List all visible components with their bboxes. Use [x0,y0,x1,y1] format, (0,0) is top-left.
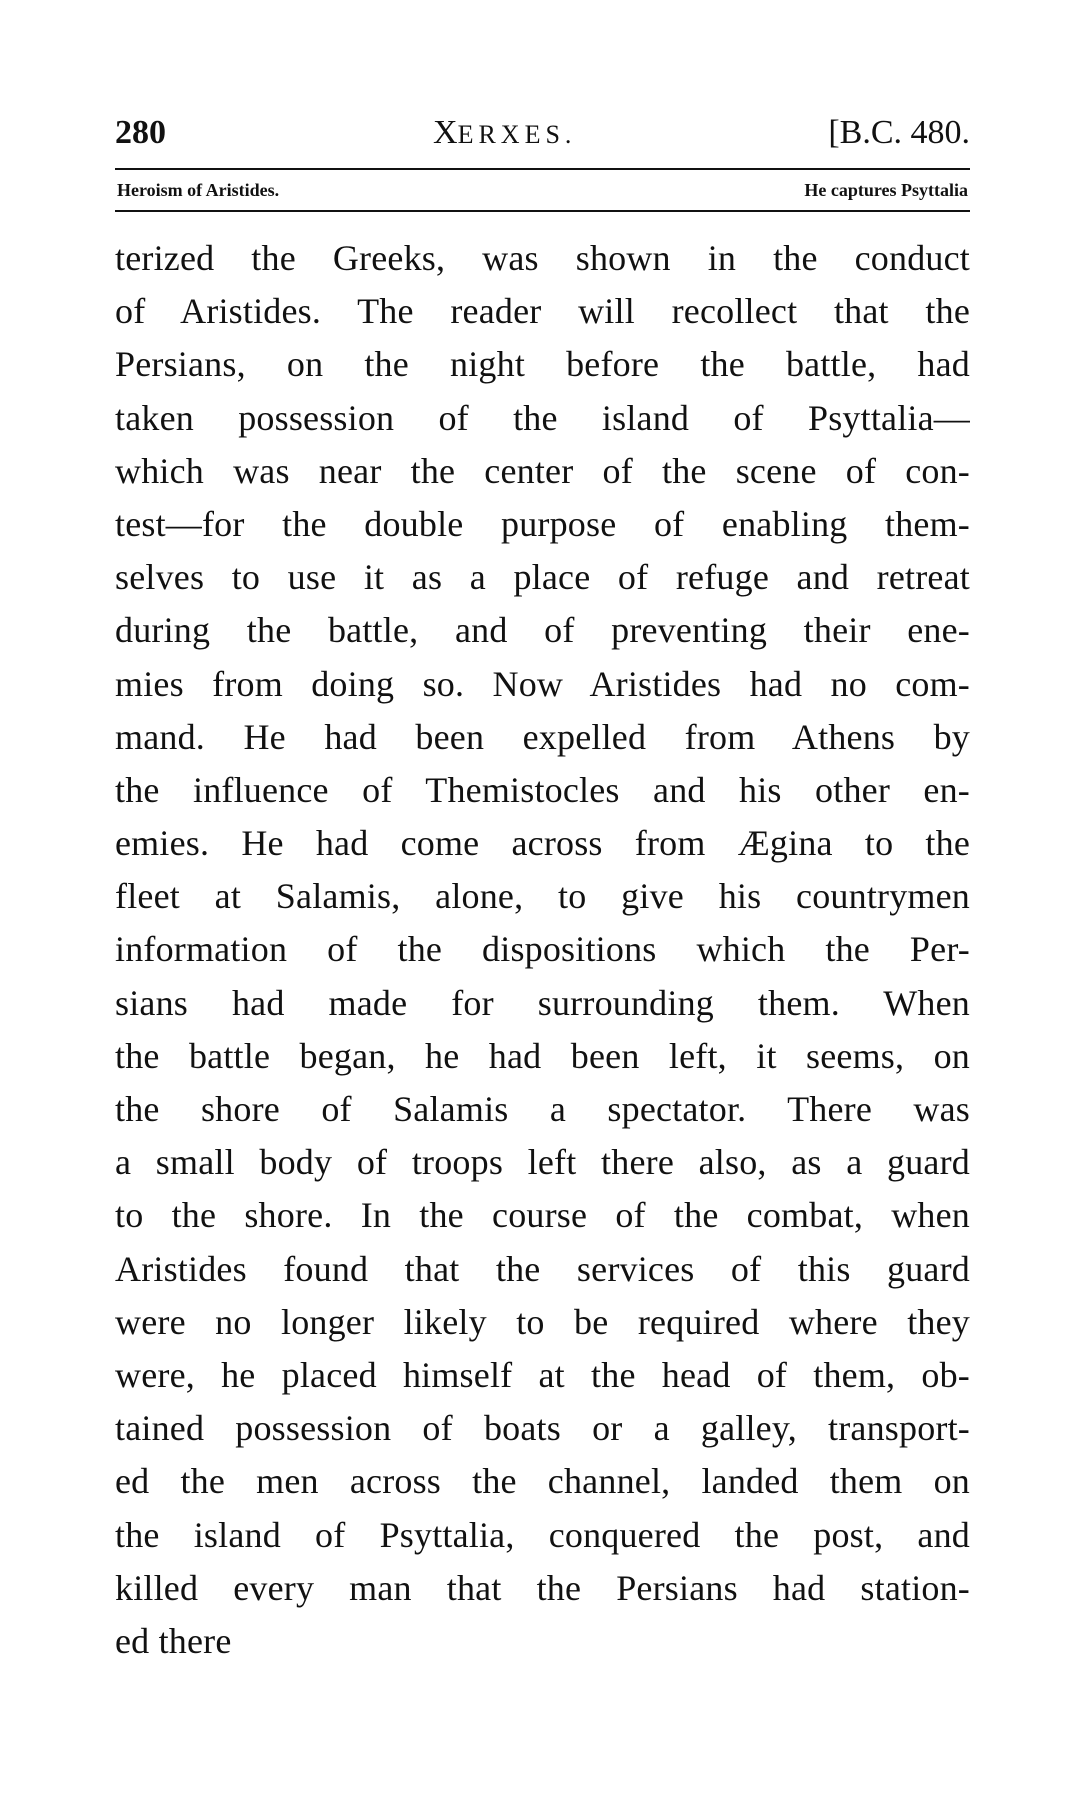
text-line: to the shore. In the course of the combat, when [115,1195,970,1236]
text-line: ed the men across the channel, landed them on [115,1461,970,1502]
marginal-note-right: He captures Psyttalia [804,180,968,200]
running-head [115,100,970,160]
marginal-note-left: Heroism of Aristides. [117,180,280,200]
text-line: a small body of troops left there also, as a guard [115,1142,970,1183]
text-line: the shore of Salamis a spectator. There was [115,1089,970,1129]
running-title-rest: ERXES. [457,120,577,149]
text-line: were no longer likely to be required where they [115,1301,970,1342]
text-line: mand. He had been expelled from Athens by [115,716,970,757]
text-line: the battle began, he had been left, it seems, on [115,1035,970,1076]
text-line: test—for the double purpose of enabling them- [115,503,970,544]
text-line: sians had made for surrounding them. When [115,982,970,1023]
text-line: the influence of Themistocles and his other en- [115,769,970,810]
text-line: terized the Greeks, was shown in the conduct [115,238,970,278]
header-rule-bottom [115,210,970,212]
text-line: mies from doing so. Now Aristides had no com- [115,663,970,704]
text-line: tained possession of boats or a galley, transport- [115,1408,970,1449]
text-line: during the battle, and of preventing their ene- [115,610,970,651]
marginal-notes [115,170,970,210]
text-line: Aristides found that the services of this guard [115,1248,970,1289]
book-page [115,100,970,1668]
text-line: killed every man that the Persians had station- [115,1567,970,1608]
text-line: emies. He had come across from Ægina to the [115,823,970,864]
text-line: of Aristides. The reader will recollect that the [115,291,970,332]
text-line: which was near the center of the scene of con- [115,450,970,491]
body-text [115,232,970,1668]
text-line: fleet at Salamis, alone, to give his countrymen [115,876,970,917]
date-reference: [B.C. 480. [828,114,970,151]
running-title [433,114,576,152]
text-line: were, he placed himself at the head of them, ob- [115,1354,970,1395]
text-line: selves to use it as a place of refuge and retreat [115,557,970,598]
text-line: ed there [115,1620,232,1661]
text-line: taken possession of the island of Psyttalia— [115,397,970,438]
text-line: information of the dispositions which the Per- [115,929,970,970]
text-line: Persians, on the night before the battle, had [115,344,970,385]
text-line: the island of Psyttalia, conquered the post, and [115,1514,970,1555]
page-number: 280 [115,114,166,151]
running-title-initial: X [433,114,458,151]
